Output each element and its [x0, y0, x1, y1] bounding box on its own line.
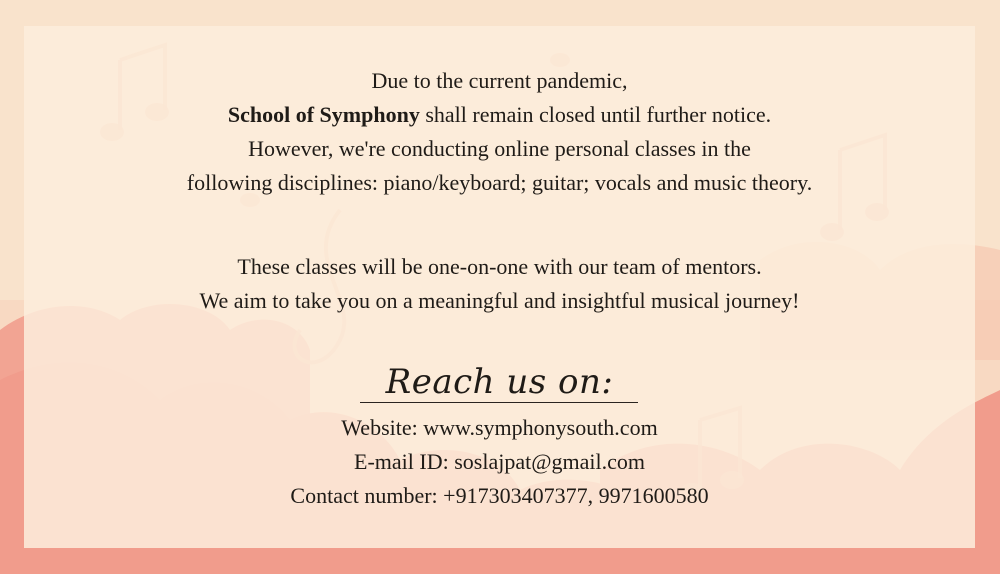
notice-line-2-rest: shall remain closed until further notice. — [419, 102, 772, 127]
notice-content — [24, 26, 975, 548]
phone-line: Contact number: +917303407377, 9971600580 — [290, 483, 709, 508]
website-line: Website: www.symphonysouth.com — [341, 415, 658, 440]
email-line: E-mail ID: soslajpat@gmail.com — [354, 449, 645, 474]
school-name: School of Symphony — [227, 102, 420, 127]
reach-underline — [360, 402, 638, 403]
notice-line-4: following disciplines: piano/keyboard; guitar; vocals and music theory. — [186, 170, 813, 195]
mentors-line-2: We aim to take you on a meaningful and insightful musical journey! — [199, 288, 800, 313]
notice-line-3: However, we're conducting online personal classes in the — [248, 136, 751, 161]
contact-details — [24, 411, 975, 513]
notice-line-2 — [24, 98, 975, 132]
mentors-paragraph — [24, 250, 975, 318]
pandemic-notice — [24, 64, 975, 200]
mentors-line-1: These classes will be one-on-one with our team of mentors. — [237, 254, 762, 279]
notice-line-1: Due to the current pandemic, — [371, 68, 628, 93]
reach-heading: Reach us on: — [385, 362, 614, 402]
